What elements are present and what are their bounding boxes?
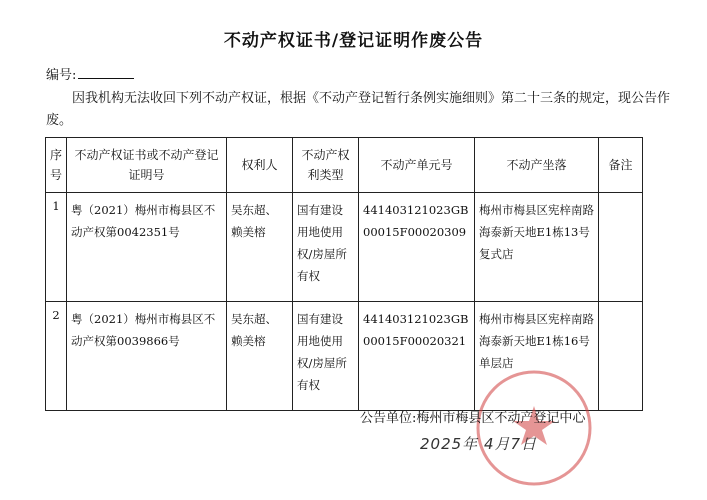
row-owner: 吴东超、赖美榕: [227, 302, 293, 411]
row-right-type: 国有建设用地使用权/房屋所有权: [293, 193, 359, 302]
doc-number-blank: [78, 66, 134, 79]
doc-number-label: 编号:: [46, 68, 77, 83]
handwritten-date: [420, 433, 537, 454]
row-unit-no: 441403121023GB00015F00020321: [359, 302, 475, 411]
intro-paragraph: 因我机构无法收回下列不动产权证，根据《不动产登记暂行条例实施细则》第二十三条的规定，现公告作废。: [46, 91, 671, 128]
row-remark: [599, 302, 643, 411]
row-remark: [599, 193, 643, 302]
row-right-type: 国有建设用地使用权/房屋所有权: [293, 302, 359, 411]
footer-label: 公告单位:: [360, 411, 417, 426]
row-location: 梅州市梅县区宪梓南路海泰新天地E1栋16号单层店: [475, 302, 599, 411]
header-remark: 备注: [599, 138, 643, 193]
row-index: 2: [46, 302, 67, 411]
row-cert-no: 粤（2021）梅州市梅县区不动产权第0039866号: [67, 302, 227, 411]
date-text: 2025年 4月7日: [420, 435, 538, 453]
row-location: 梅州市梅县区宪梓南路海泰新天地E1栋13号复式店: [475, 193, 599, 302]
page-title: 不动产权证书/登记证明作废公告: [223, 31, 484, 51]
header-location: 不动产坐落: [475, 138, 599, 193]
header-cert-no: 不动产权证书或不动产登记证明号: [67, 138, 227, 193]
row-cert-no: 粤（2021）梅州市梅县区不动产权第0042351号: [67, 193, 227, 302]
header-unit-no: 不动产单元号: [359, 138, 475, 193]
header-right-type: 不动产权利类型: [293, 138, 359, 193]
footer-issuer: [360, 407, 585, 426]
official-seal-icon: [474, 368, 594, 488]
row-owner: 吴东超、赖美榕: [227, 193, 293, 302]
header-owner: 权利人: [227, 138, 293, 193]
footer-org: 梅州市梅县区不动产登记中心: [416, 411, 586, 426]
table-row: [46, 193, 643, 302]
table-header-row: [46, 138, 643, 193]
doc-number: [46, 64, 134, 83]
row-unit-no: 441403121023GB00015F00020309: [359, 193, 475, 302]
row-index: 1: [46, 193, 67, 302]
header-index: 序号: [46, 138, 67, 193]
